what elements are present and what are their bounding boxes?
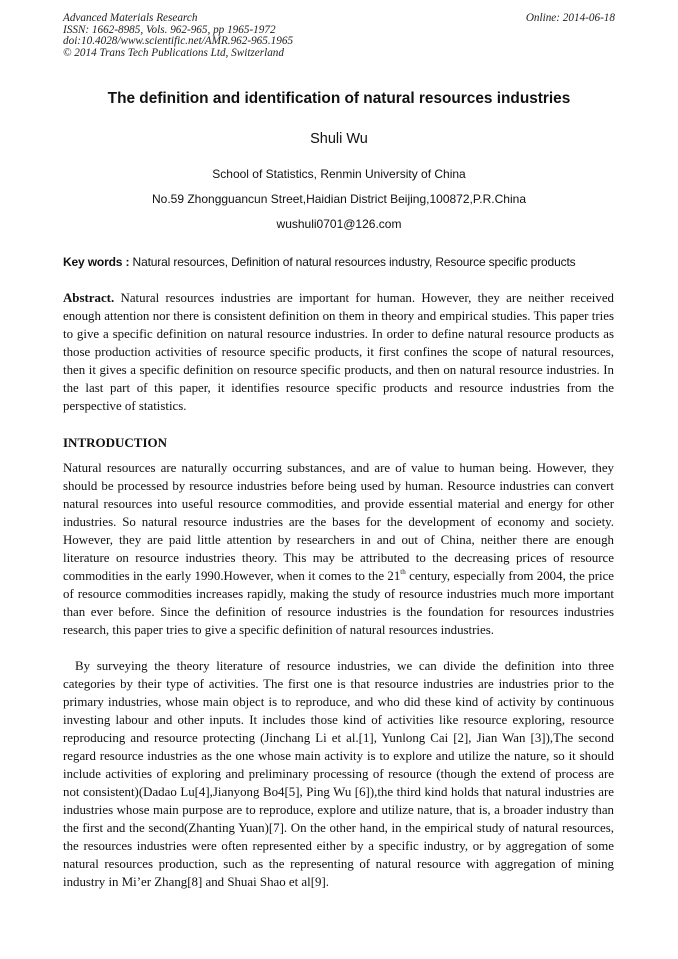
author-name: Shuli Wu <box>310 131 368 147</box>
abstract-text: Natural resources industries are important for human. However, they are neither received enough attention nor there is consistent definition on them in theory and empirical studies. This paper tries to give a specific definition on natural resource industries. In order to define natural resource products as those production activities of resource specific products, it first confines the scope of natural resources, then it gives a specific definition on resource specific products, and then on natural resource industries. In the last part of this paper, it identifies resource specific products and resource industries from the perspective of statistics. <box>63 291 614 413</box>
intro-p1-text-b: century, especially from 2004, the price of resource commodities increases rapidly, making the study of resource industries much more important than ever before. Since the definition of resource industries is the foundation for resources industries research, this paper tries to give a specific definition of natural resources industries. <box>63 569 615 637</box>
section-heading-introduction: INTRODUCTION <box>63 435 168 450</box>
abstract-label: Abstract. <box>63 291 115 305</box>
keywords <box>63 255 623 269</box>
issn-line: ISSN: 1662-8985, Vols. 962-965, pp 1965-1972 <box>63 23 276 36</box>
affiliation-school: School of Statistics, Renmin University of China <box>212 167 466 181</box>
abstract <box>63 289 614 415</box>
intro-paragraph-2 <box>63 657 614 891</box>
copyright-line: © 2014 Trans Tech Publications Ltd, Switzerland <box>63 46 284 59</box>
keywords-label: Key words : <box>63 255 130 269</box>
superscript-th: th <box>400 568 406 576</box>
author-email: wushuli0701@126.com <box>276 217 402 231</box>
paper-title: The definition and identification of natural resources industries <box>107 90 571 107</box>
intro-p1-text-a: Natural resources are naturally occurring substances, and are of value to human being. However, they should be processed by resource industries before being used by human. Resource industries can convert natural resources into useful resource commodities, and provide essential material and energy for other industries. So natural resource industries are the bases for the development of economy and society. However, they are paid little attention by researchers in and out of China, neither there are enough literature on resource industries theory. This may be attributed to the decreasing prices of resource commodities in the early 1990.However, when it comes to the 21 <box>63 461 614 583</box>
doi-line: doi:10.4028/www.scientific.net/AMR.962-965.1965 <box>63 35 294 48</box>
intro-paragraph-1 <box>63 459 614 639</box>
keywords-list: Natural resources, Definition of natural resources industry, Resource specific products <box>129 255 576 269</box>
online-date: Online: 2014-06-18 <box>525 12 615 24</box>
intro-p2-text: By surveying the theory literature of resource industries, we can divide the definition into three categories by their type of activities. The first one is that resource industries are industries prior to the primary industries, whose main object is to reproduce, and who did these kind of activity by continuous investing labour and other inputs. It includes those kind of activities like resource exploring, resource reproducing and resource protecting (Jinchang Li et al.[1], Yunlong Cai [2], Jian Wan [3]),The second regard resource industries as the one whose main activity is to explore and utilize the nature, so it should include activities of exploring and preliminary processing of resource (though the extend of process are not consistent)(Dadao Lu[4],Jianyong Bo4[5], Ping Wu [6]),the third kind holds that natural industries are industries whose main purpose are to reproduce, explore and utilize nature, that is, a broader industry than the first and the second(Zhanting Yuan)[7]. On the other hand, in the empirical study of natural resources, the resources industries were often represented either by a specific industry, or by aggregation of some natural resources production, such as the representing of natural resource with aggregation of mining industry in Mi’er Zhang[8] and Shuai Shao et al[9]. <box>63 659 614 889</box>
journal-name: Advanced Materials Research <box>63 12 198 24</box>
journal-metadata <box>63 13 293 59</box>
affiliation-address: No.59 Zhongguancun Street,Haidian District Beijing,100872,P.R.China <box>151 192 526 206</box>
